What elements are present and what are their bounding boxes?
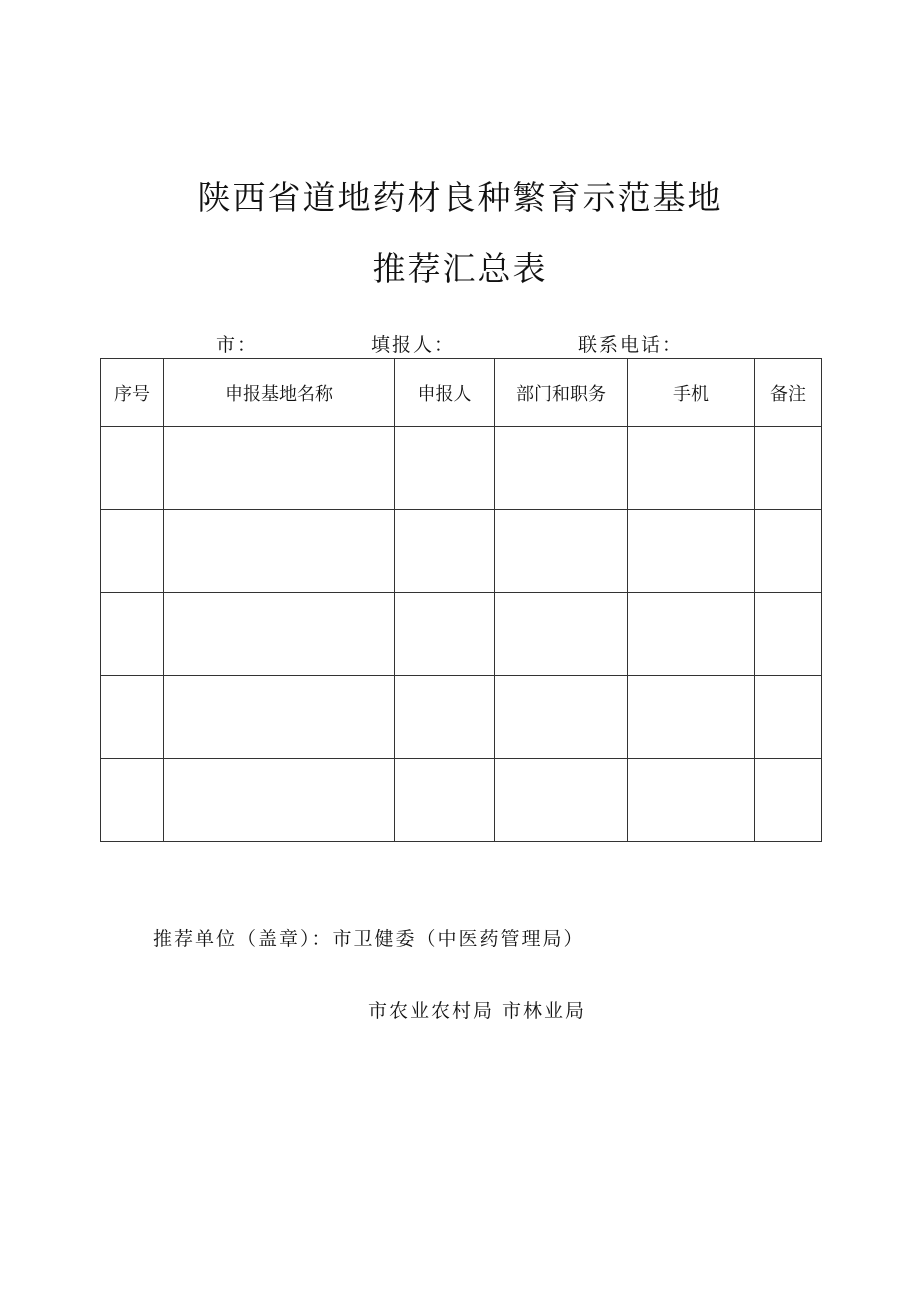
header-base-name: 申报基地名称 — [164, 359, 395, 427]
recommending-unit-line: 推荐单位（盖章）：市卫健委（中医药管理局） — [153, 928, 585, 950]
table-cell — [495, 759, 628, 842]
table-cell — [164, 593, 395, 676]
table-row — [101, 427, 822, 510]
table-cell — [101, 427, 164, 510]
table-cell — [101, 676, 164, 759]
table-cell — [164, 759, 395, 842]
table-row — [101, 593, 822, 676]
table-cell — [628, 593, 755, 676]
table-cell — [755, 427, 822, 510]
table-cell — [628, 759, 755, 842]
table-cell — [495, 427, 628, 510]
table-cell — [395, 427, 495, 510]
table-cell — [395, 510, 495, 593]
header-remarks: 备注 — [755, 359, 822, 427]
table-cell — [628, 427, 755, 510]
table-row — [101, 759, 822, 842]
table-cell — [495, 676, 628, 759]
table-cell — [101, 759, 164, 842]
header-mobile: 手机 — [628, 359, 755, 427]
table-cell — [628, 510, 755, 593]
table-cell — [164, 510, 395, 593]
recommending-unit-line2: 市农业农村局 市林业局 — [368, 1000, 587, 1022]
table-cell — [395, 676, 495, 759]
table-header-row — [101, 359, 822, 427]
table-cell — [755, 676, 822, 759]
table-cell — [164, 427, 395, 510]
table-cell — [755, 593, 822, 676]
document-title-line1: 陕西省道地药材良种繁育示范基地 — [197, 178, 723, 217]
summary-table — [100, 358, 822, 842]
table-cell — [395, 593, 495, 676]
table-row — [101, 510, 822, 593]
table-cell — [755, 510, 822, 593]
table-cell — [495, 593, 628, 676]
table-cell — [628, 676, 755, 759]
table-row — [101, 676, 822, 759]
filler-label: 填报人： — [371, 334, 456, 356]
phone-label: 联系电话： — [578, 334, 684, 356]
header-applicant: 申报人 — [395, 359, 495, 427]
table-cell — [101, 593, 164, 676]
table-cell — [395, 759, 495, 842]
city-label: 市： — [216, 334, 259, 356]
table-cell — [164, 676, 395, 759]
document-title-line2: 推荐汇总表 — [372, 249, 548, 288]
table-cell — [755, 759, 822, 842]
table-cell — [101, 510, 164, 593]
header-dept-position: 部门和职务 — [495, 359, 628, 427]
table-cell — [495, 510, 628, 593]
header-serial: 序号 — [101, 359, 164, 427]
